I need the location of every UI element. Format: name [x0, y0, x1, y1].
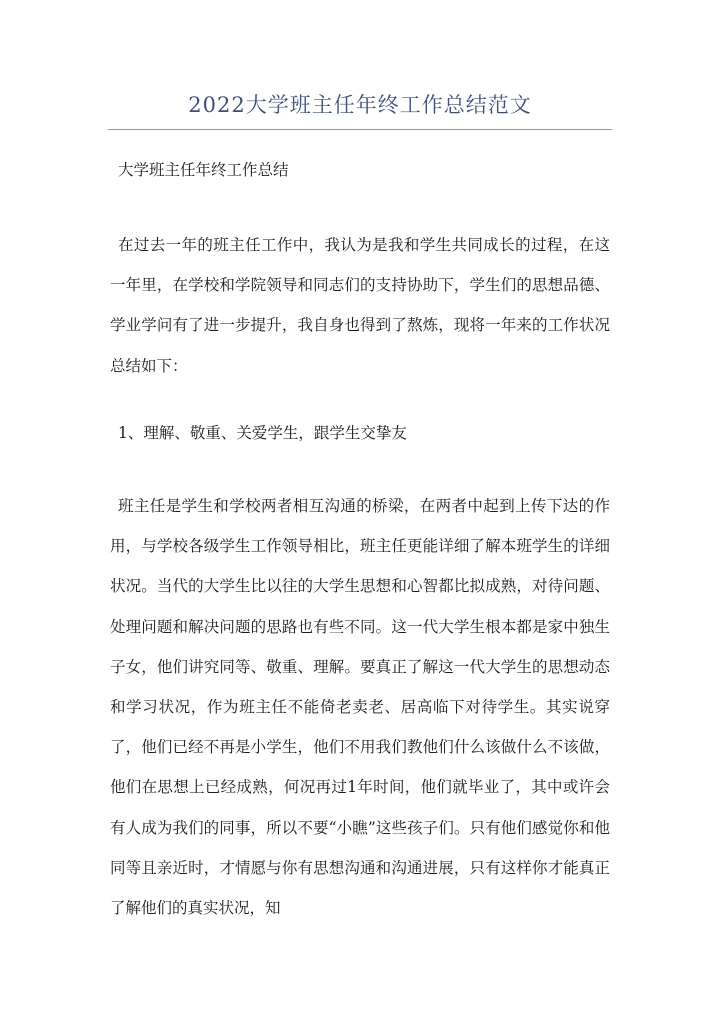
section-paragraph: 班主任是学生和学校两者相互沟通的桥梁，在两者中起到上传下达的作用，与学校各级学生工作领导相比，班主任更能详细了解本班学生的详细状况。当代的大学生比以往的大学生思想和心智都比拟成熟，对待问题、处理问题和解决问题的思路也有些不同。这一代大学生根本都是家中独生子女，他们讲究同等、敬重、理解。要真正了解这一代大学生的思想动态和学习状况，作为班主任不能倚老卖老、居高临下对待学生。其实说穿了，他们已经不再是小学生，他们不用我们教他们什么该做什么不该做，他们在思想上已经成熟，何况再过1年时间，他们就毕业了，其中或许会有人成为我们的同事，所以不要“小瞧”这些孩子们。只有他们感觉你和他同等且亲近时，才情愿与你有思想沟通和沟通进展，只有这样你才能真正了解他们的真实状况，知 [110, 497, 610, 918]
section-heading: 1、理解、敬重、关爱学生，跟学生交挚友 [118, 424, 407, 442]
title-divider [108, 129, 612, 130]
document-subtitle: 大学班主任年终工作总结 [118, 161, 289, 179]
intro-paragraph: 在过去一年的班主任工作中，我认为是我和学生共同成长的过程，在这一年里，在学校和学院领导和同志们的支持协助下，学生们的思想品德、学业学问有了进一步提升，我自身也得到了熬炼，现将一年来的工作状况总结如下： [110, 236, 610, 375]
document-title: 2022大学班主任年终工作总结范文 [188, 93, 532, 117]
